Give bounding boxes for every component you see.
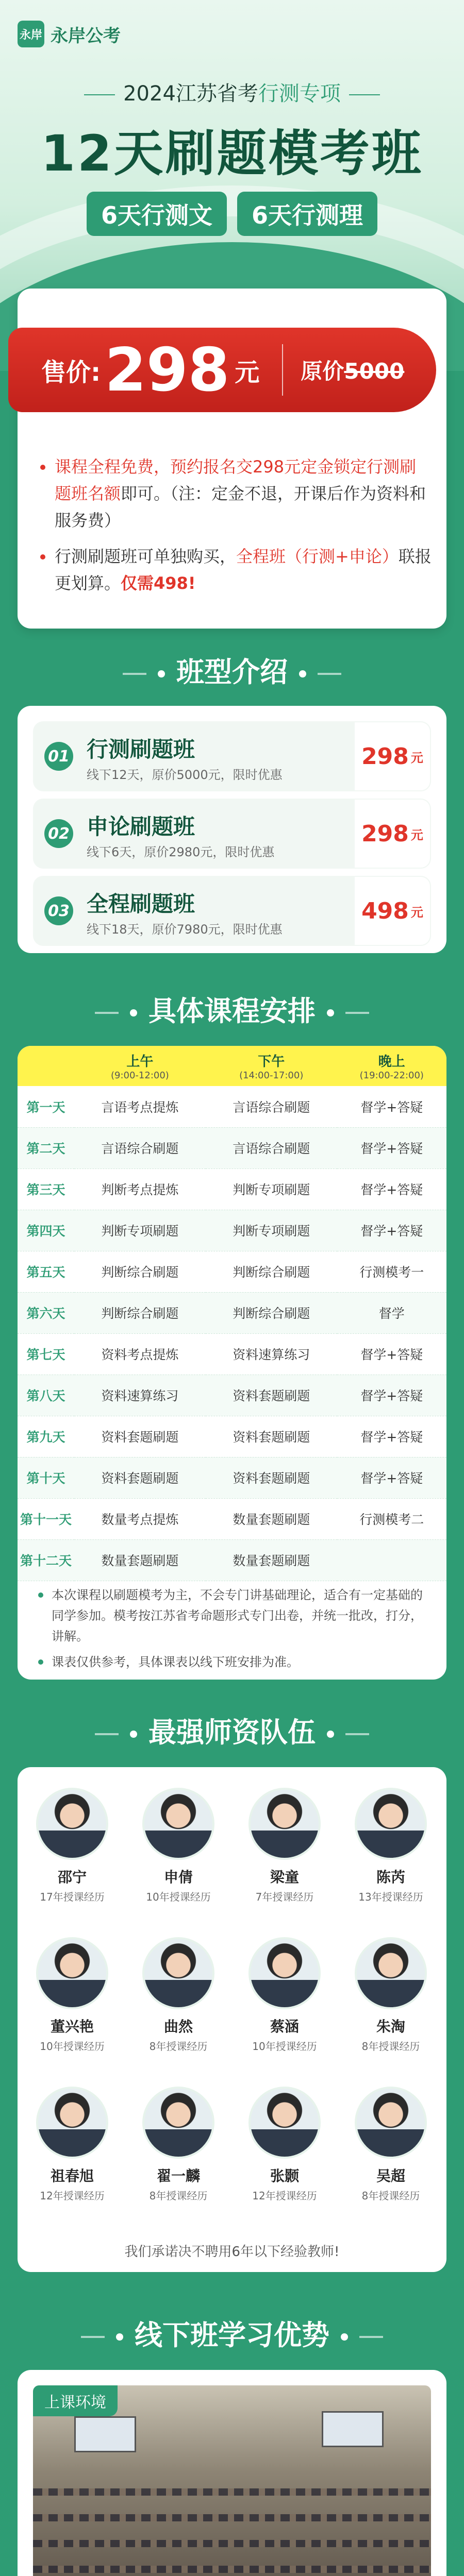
subtitle-dash-right [349,94,380,95]
schedule-header-evening [337,1046,446,1086]
schedule-note: 本次课程以刷题模考为主，不会专门讲基础理论，适合有一定基础的同学参加。模考按江苏省考命题形式专门出卷，并统一批改，打分，讲解。 [38,1585,430,1647]
schedule-header-day [18,1046,74,1086]
schedule-header-morning [74,1046,206,1086]
header-label: 晚上 [378,1054,405,1070]
price-unit: 元 [235,358,260,387]
schedule-row [18,1251,446,1292]
teacher-card[interactable] [344,2087,437,2202]
price-note-highlight: 仅需498! [121,573,196,593]
schedule-row [18,1210,446,1251]
section-title-text: 最强师资队伍 [148,1716,316,1749]
teacher-name: 吴超 [376,2167,405,2184]
schedule-row [18,1333,446,1375]
schedule-cell: 行测模考一 [337,1251,446,1292]
teacher-name: 蔡涵 [270,2018,299,2035]
schedule-cell: 资料套题刷题 [74,1457,206,1498]
offline-card [18,2370,446,2576]
heading-bar [359,2336,383,2338]
schedule-day: 第十一天 [18,1498,74,1539]
schedule-header-row [18,1046,446,1086]
heading-bar [318,673,341,675]
logo-icon: 永岸 [18,21,44,47]
class-price [354,721,431,791]
schedule-day: 第五天 [18,1251,74,1292]
class-desc: 线下6天，原价2980元，限时优惠 [87,845,275,859]
photo-screen [74,2416,136,2452]
class-intro-card [18,706,446,953]
heading-bar [81,2336,105,2338]
header-label: 上午 [126,1054,154,1070]
schedule-cell: 资料套题刷题 [206,1416,337,1457]
price-note-text: 行测刷题班可单独购买， [55,547,237,566]
price-note-text: 即可。（注：定金不退，开课后作为资料和服务费） [55,484,426,530]
schedule-row [18,1127,446,1168]
class-desc: 线下18天，原价7980元，限时优惠 [87,922,283,937]
schedule-cell: 资料套题刷题 [206,1375,337,1416]
brand-name: 永岸公考 [51,25,121,46]
schedule-cell: 判断考点提炼 [74,1168,206,1210]
schedule-row [18,1416,446,1457]
price-divider [282,344,283,396]
schedule-cell: 判断专项刷题 [206,1210,337,1251]
teacher-name: 申倩 [163,1869,193,1886]
price-note-highlight: 课程全程免费，预约报名交298元定金锁定行测刷题班名额 [55,457,417,503]
teacher-name: 邵宁 [57,1869,87,1886]
schedule-cell: 判断综合刷题 [206,1292,337,1333]
teacher-name: 祖春旭 [50,2167,94,2184]
chip-verbal: 6天行测文 [87,192,227,236]
teacher-experience: 10年授课经历 [146,1891,211,1903]
schedule-day: 第七天 [18,1333,74,1375]
heading-dot [327,1009,334,1016]
price-card [18,289,446,629]
teacher-card[interactable] [238,1937,331,2053]
heading-bar [95,1733,119,1735]
avatar [248,2087,321,2159]
section-title-teachers [0,1710,464,1750]
heading-dot [158,670,165,677]
schedule-cell: 言语综合刷题 [206,1086,337,1127]
heading-dot [327,1731,334,1738]
original-price [301,354,404,385]
schedule-cell: 督学+答疑 [337,1168,446,1210]
schedule-cell: 行测模考二 [337,1498,446,1539]
teacher-experience: 10年授课经历 [40,2040,105,2053]
schedule-cell: 判断综合刷题 [74,1251,206,1292]
class-name: 行测刷题班 [87,737,195,762]
avatar [355,2087,427,2159]
schedule-cell: 资料套题刷题 [74,1416,206,1457]
avatar [36,1788,108,1860]
teacher-card[interactable] [238,1788,331,1904]
schedule-cell: 督学+答疑 [337,1127,446,1168]
teacher-experience: 7年授课经历 [255,1891,314,1903]
class-price-value: 498 [361,897,409,924]
schedule-cell: 督学 [337,1292,446,1333]
schedule-cell: 判断专项刷题 [206,1168,337,1210]
schedule-day: 第一天 [18,1086,74,1127]
schedule-body [18,1086,446,1581]
heading-bar [345,1733,369,1735]
teacher-card[interactable] [132,2087,225,2202]
schedule-cell: 督学+答疑 [337,1210,446,1251]
price-notes [40,453,432,606]
class-item[interactable] [33,876,431,946]
teacher-name: 朱淘 [376,2018,405,2035]
avatar [36,1937,108,2009]
schedule-card [18,1046,446,1680]
teacher-name: 董兴艳 [50,2018,94,2035]
schedule-cell: 数量套题刷题 [206,1498,337,1539]
teacher-experience: 8年授课经历 [361,2190,420,2202]
teacher-name: 梁童 [270,1869,299,1886]
schedule-cell: 督学+答疑 [337,1375,446,1416]
teacher-experience: 17年授课经历 [40,1891,105,1903]
section-title-intro [0,650,464,690]
schedule-row [18,1168,446,1210]
original-price-value: 5000 [344,359,405,384]
class-price-unit: 元 [410,905,423,920]
teacher-card[interactable] [132,1788,225,1904]
teacher-card[interactable] [26,2087,119,2202]
subtitle-prefix: 2024江苏省考 [123,82,258,106]
heading-dot [341,2333,348,2341]
class-item[interactable] [33,721,431,791]
price-value: 298 [105,335,230,405]
schedule-cell: 资料套题刷题 [206,1457,337,1498]
heading-dot [130,1731,137,1738]
avatar [355,1937,427,2009]
teacher-experience: 8年授课经历 [149,2040,208,2053]
schedule-row [18,1292,446,1333]
schedule-day: 第六天 [18,1292,74,1333]
schedule-cell: 言语综合刷题 [206,1127,337,1168]
teacher-card[interactable] [344,1788,437,1904]
class-item[interactable] [33,799,431,869]
price-note-highlight: 全程班（行测+申论） [236,547,399,566]
schedule-cell: 判断专项刷题 [74,1210,206,1251]
schedule-header-afternoon [206,1046,337,1086]
subtitle-highlight: 行测专项 [258,82,341,106]
class-number-badge: 03 [44,896,73,925]
avatar [355,1788,427,1860]
section-title-schedule [0,989,464,1029]
photo-seat-row [33,2540,431,2547]
schedule-cell: 督学+答疑 [337,1457,446,1498]
avatar [36,2087,108,2159]
teacher-experience: 13年授课经历 [358,1891,423,1903]
schedule-row [18,1539,446,1581]
class-price-unit: 元 [410,827,423,842]
photo-screen [322,2411,384,2447]
teacher-experience: 10年授课经历 [252,2040,317,2053]
schedule-row [18,1457,446,1498]
price-note [40,453,432,534]
schedule-cell: 数量考点提炼 [74,1498,206,1539]
class-number-badge: 02 [44,819,73,848]
class-price [354,799,431,869]
avatar [142,1937,214,2009]
schedule-day: 第四天 [18,1210,74,1251]
heading-bar [123,673,146,675]
schedule-cell: 判断综合刷题 [206,1251,337,1292]
avatar [248,1937,321,2009]
price-ribbon [8,328,436,412]
classroom-photo-main [33,2385,431,2576]
section-title-offline [0,2313,464,2353]
photo-seat-row [33,2488,431,2496]
schedule-row [18,1375,446,1416]
teacher-experience: 8年授课经历 [361,2040,420,2053]
schedule-day: 第二天 [18,1127,74,1168]
class-price-value: 298 [361,820,409,847]
header-time: (14:00-17:00) [239,1070,304,1081]
teacher-experience: 12年授课经历 [252,2190,317,2202]
teacher-card[interactable] [344,1937,437,2053]
schedule-row [18,1498,446,1539]
avatar [142,1788,214,1860]
schedule-cell [337,1539,446,1581]
schedule-day: 第三天 [18,1168,74,1210]
schedule-cell: 言语考点提炼 [74,1086,206,1127]
teacher-name: 翟一麟 [156,2167,200,2184]
hero-subtitle [0,77,464,107]
schedule-cell: 资料速算练习 [74,1375,206,1416]
schedule-row [18,1086,446,1127]
heading-bar [345,1012,369,1014]
avatar [142,2087,214,2159]
page-title: 12天刷题模考班 [41,125,423,182]
class-name: 申论刷题班 [87,814,195,839]
price-note-text: 联报更划算。 [55,547,432,593]
teacher-card[interactable] [132,1937,225,2053]
class-price-value: 298 [361,743,409,770]
chip-numeric: 6天行测理 [237,192,377,236]
schedule-note: 课表仅供参考，具体课表以线下班安排为准。 [38,1652,430,1672]
price-label: 售价: [41,358,101,387]
teacher-name: 曲然 [163,2018,193,2035]
photo-seat-row [33,2514,431,2521]
class-name: 全程刷题班 [87,891,195,917]
schedule-day: 第九天 [18,1416,74,1457]
photo-tag: 上课环境 [33,2385,118,2416]
class-desc: 线下12天，原价5000元，限时优惠 [87,768,283,782]
heading-bar [95,1012,119,1014]
teacher-name: 陈芮 [376,1869,405,1886]
section-title-text: 具体课程安排 [148,995,316,1027]
header-time: (9:00-12:00) [110,1070,169,1081]
schedule-notes [38,1585,430,1677]
section-title-text: 线下班学习优势 [135,2319,329,2351]
schedule-cell: 督学+答疑 [337,1086,446,1127]
schedule-table [18,1046,446,1581]
subject-chips [0,192,464,236]
schedule-cell: 督学+答疑 [337,1416,446,1457]
schedule-cell: 数量套题刷题 [206,1539,337,1581]
schedule-day: 第八天 [18,1375,74,1416]
teacher-experience: 12年授课经历 [40,2190,105,2202]
schedule-cell: 资料考点提炼 [74,1333,206,1375]
subtitle-dash-left [84,94,115,95]
price-note [40,543,432,597]
original-price-label: 原价 [301,359,344,384]
teacher-experience: 8年授课经历 [149,2190,208,2202]
class-price [354,876,431,946]
teacher-card[interactable] [238,2087,331,2202]
class-number-badge: 01 [44,742,73,771]
schedule-cell: 言语综合刷题 [74,1127,206,1168]
schedule-cell: 数量套题刷题 [74,1539,206,1581]
teachers-footer: 我们承诺决不聘用6年以下经验教师! [124,2244,340,2260]
teachers-card [18,1767,446,2272]
header-label: 下午 [258,1054,285,1070]
schedule-day: 第十天 [18,1457,74,1498]
header-time: (19:00-22:00) [359,1070,424,1081]
brand-logo[interactable] [18,21,121,47]
photo-seat-row [33,2566,431,2573]
heading-dot [130,1009,137,1016]
heading-dot [116,2333,123,2341]
schedule-day: 第十二天 [18,1539,74,1581]
class-price-unit: 元 [410,750,423,765]
heading-dot [299,670,306,677]
schedule-cell: 督学+答疑 [337,1333,446,1375]
teacher-card[interactable] [26,1788,119,1904]
schedule-cell: 判断综合刷题 [74,1292,206,1333]
avatar [248,1788,321,1860]
schedule-cell: 资料速算练习 [206,1333,337,1375]
teacher-name: 张颢 [270,2167,299,2184]
teacher-card[interactable] [26,1937,119,2053]
section-title-text: 班型介绍 [176,656,288,688]
